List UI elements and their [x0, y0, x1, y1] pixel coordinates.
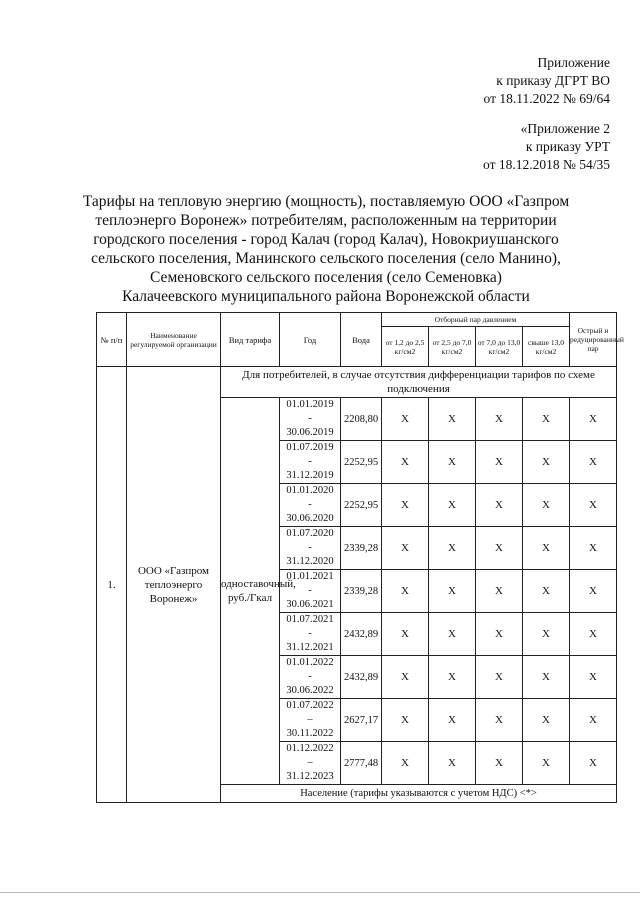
period-start: 01.07.2021 [286, 614, 334, 625]
period-start: 01.01.2022 [286, 657, 334, 668]
period-separator: - [308, 542, 312, 553]
row-number: 1. [97, 367, 127, 803]
steam-3-value: X [476, 441, 523, 484]
sharp-steam-value: X [570, 613, 617, 656]
period-separator: - [308, 413, 312, 424]
steam-4-value: X [523, 484, 570, 527]
header-steam-3: от 7,0 до 13,0 кг/см2 [476, 327, 523, 367]
period-start: 01.07.2022 [286, 700, 334, 711]
period-cell [280, 742, 341, 785]
period-cell [280, 527, 341, 570]
steam-4-value: X [523, 527, 570, 570]
title-line: сельского поселения, Манинского сельского поселения (село Манино), [91, 250, 561, 267]
header-org: Наименование регулируемой организации [127, 313, 221, 367]
steam-3-value: X [476, 656, 523, 699]
sharp-steam-value: X [570, 742, 617, 785]
steam-4-value: X [523, 570, 570, 613]
water-value: 2432,89 [341, 613, 382, 656]
period-cell [280, 398, 341, 441]
steam-3-value: X [476, 699, 523, 742]
steam-1-value: X [382, 699, 429, 742]
period-end: 30.06.2022 [286, 685, 334, 696]
appendix-1-block [484, 54, 610, 108]
appendix-1-date: от 18.11.2022 № 69/64 [483, 91, 610, 106]
period-end: 30.06.2020 [286, 513, 334, 524]
header-num: № п/п [97, 313, 127, 367]
water-value: 2627,17 [341, 699, 382, 742]
page-edge-line [0, 892, 640, 893]
steam-1-value: X [382, 441, 429, 484]
period-start: 01.12.2022 [286, 743, 334, 754]
header-row-1 [97, 313, 617, 327]
section-population: Население (тарифы указываются с учетом НДС) <*> [221, 785, 617, 803]
period-end: 30.06.2021 [286, 599, 334, 610]
period-start: 01.01.2020 [286, 485, 334, 496]
period-separator: – [307, 714, 313, 725]
steam-4-value: X [523, 613, 570, 656]
sharp-steam-value: X [570, 441, 617, 484]
sharp-steam-value: X [570, 484, 617, 527]
period-separator: - [308, 628, 312, 639]
water-value: 2208,80 [341, 398, 382, 441]
period-separator: - [308, 585, 312, 596]
appendix-2-date: от 18.12.2018 № 54/35 [483, 157, 610, 172]
steam-2-value: X [429, 613, 476, 656]
appendix-1-title: Приложение [537, 55, 610, 70]
sharp-steam-value: X [570, 527, 617, 570]
water-value: 2339,28 [341, 527, 382, 570]
period-cell [280, 656, 341, 699]
steam-2-value: X [429, 484, 476, 527]
water-value: 2339,28 [341, 570, 382, 613]
header-steam-2: от 2,5 до 7,0 кг/см2 [429, 327, 476, 367]
document-title [30, 192, 622, 306]
header-year: Год [280, 313, 341, 367]
steam-3-value: X [476, 570, 523, 613]
tariffs-table [96, 312, 624, 803]
period-cell [280, 613, 341, 656]
appendix-2-order: к приказу УРТ [525, 139, 610, 154]
steam-2-value: X [429, 398, 476, 441]
steam-3-value: X [476, 484, 523, 527]
steam-1-value: X [382, 484, 429, 527]
period-separator: - [308, 671, 312, 682]
water-value: 2252,95 [341, 441, 382, 484]
section-consumers: Для потребителей, в случае отсутствия дифференциации тарифов по схеме подключения [221, 367, 617, 398]
title-line: Калачеевского муниципального района Воронежской области [122, 288, 530, 305]
header-tariff-type: Вид тарифа [221, 313, 280, 367]
steam-1-value: X [382, 398, 429, 441]
header-steam-1: от 1,2 до 2,5 кг/см2 [382, 327, 429, 367]
tariff-type: одноставочный, руб./Гкал [221, 398, 280, 785]
title-line: городского поселения - город Калач (город Калач), Новокриушанского [93, 231, 559, 248]
period-end: 30.11.2022 [286, 728, 334, 739]
sharp-steam-value: X [570, 656, 617, 699]
period-cell [280, 441, 341, 484]
period-start: 01.07.2020 [286, 528, 334, 539]
appendix-2-block [483, 120, 610, 174]
sharp-steam-value: X [570, 570, 617, 613]
steam-1-value: X [382, 613, 429, 656]
header-steam-group: Отборный пар давлением [382, 313, 570, 327]
period-separator: – [307, 757, 313, 768]
steam-3-value: X [476, 742, 523, 785]
period-cell [280, 699, 341, 742]
period-separator: - [308, 456, 312, 467]
steam-1-value: X [382, 570, 429, 613]
steam-4-value: X [523, 742, 570, 785]
period-separator: - [308, 499, 312, 510]
steam-3-value: X [476, 613, 523, 656]
steam-3-value: X [476, 398, 523, 441]
period-end: 31.12.2023 [286, 771, 334, 782]
water-value: 2777,48 [341, 742, 382, 785]
steam-1-value: X [382, 742, 429, 785]
period-end: 31.12.2021 [286, 642, 334, 653]
water-value: 2252,95 [341, 484, 382, 527]
period-start: 01.01.2021 [286, 571, 334, 582]
period-end: 30.06.2019 [286, 427, 334, 438]
steam-4-value: X [523, 699, 570, 742]
organization-name: ООО «Газпром теплоэнерго Воронеж» [127, 367, 221, 803]
steam-1-value: X [382, 656, 429, 699]
header-steam-4: свыше 13,0 кг/см2 [523, 327, 570, 367]
steam-4-value: X [523, 398, 570, 441]
period-end: 31.12.2020 [286, 556, 334, 567]
appendix-2-title: «Приложение 2 [520, 121, 610, 136]
title-line: Тарифы на тепловую энергию (мощность), поставляемую ООО «Газпром [82, 193, 570, 210]
steam-2-value: X [429, 656, 476, 699]
steam-2-value: X [429, 527, 476, 570]
steam-3-value: X [476, 527, 523, 570]
steam-2-value: X [429, 699, 476, 742]
title-line: Семеновского сельского поселения (село Семеновка) [150, 269, 502, 286]
period-start: 01.07.2019 [286, 442, 334, 453]
steam-4-value: X [523, 656, 570, 699]
water-value: 2432,89 [341, 656, 382, 699]
header-water: Вода [341, 313, 382, 367]
steam-2-value: X [429, 570, 476, 613]
header-sharp-steam: Острый и редуцированный пар [570, 313, 617, 367]
period-cell [280, 570, 341, 613]
period-cell [280, 484, 341, 527]
title-line: теплоэнерго Воронеж» потребителям, расположенным на территории [95, 212, 557, 229]
sharp-steam-value: X [570, 398, 617, 441]
steam-2-value: X [429, 742, 476, 785]
appendix-1-order: к приказу ДГРТ ВО [496, 73, 610, 88]
steam-2-value: X [429, 441, 476, 484]
period-start: 01.01.2019 [286, 399, 334, 410]
period-end: 31.12.2019 [286, 470, 334, 481]
steam-1-value: X [382, 527, 429, 570]
steam-4-value: X [523, 441, 570, 484]
sharp-steam-value: X [570, 699, 617, 742]
section-row [97, 367, 617, 398]
